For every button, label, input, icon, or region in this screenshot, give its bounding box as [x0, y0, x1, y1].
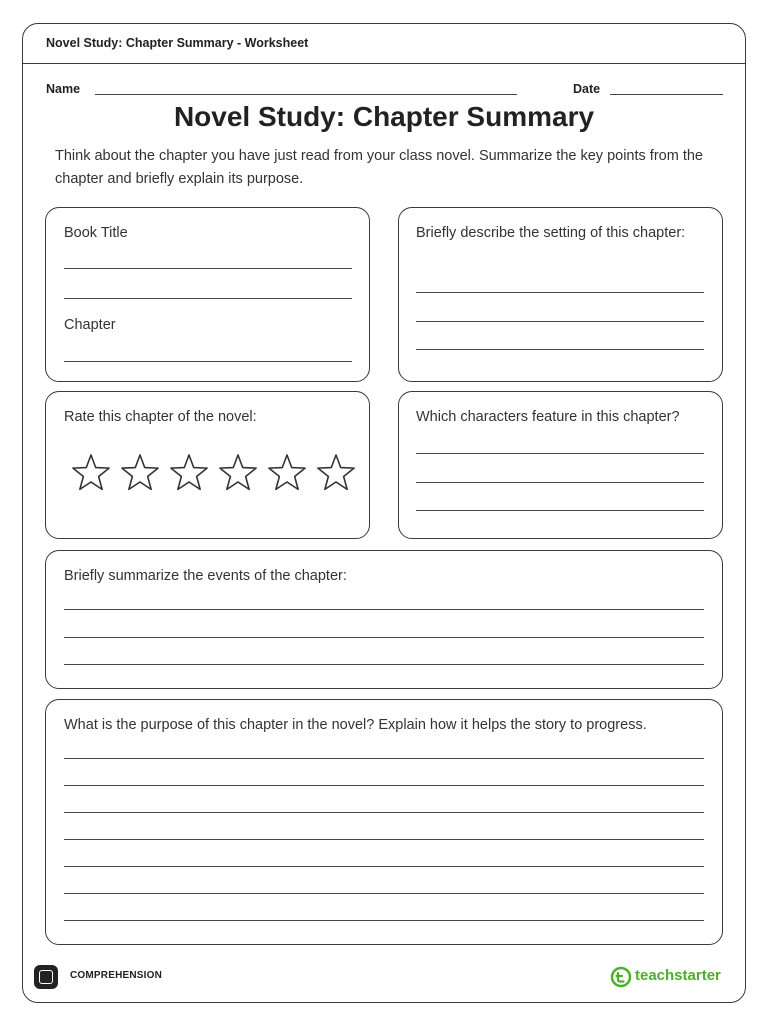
- characters-line-3[interactable]: [416, 510, 704, 511]
- name-label: Name: [46, 82, 81, 96]
- book-icon: [34, 965, 58, 989]
- date-field[interactable]: [610, 94, 723, 95]
- star-6-icon[interactable]: [315, 452, 357, 494]
- summary-line-1[interactable]: [64, 609, 704, 610]
- summary-line-2[interactable]: [64, 637, 704, 638]
- star-3-icon[interactable]: [168, 452, 210, 494]
- book-title-label: Book Title: [64, 225, 128, 241]
- star-4-icon[interactable]: [217, 452, 259, 494]
- rating-label: Rate this chapter of the novel:: [64, 409, 257, 425]
- characters-label: Which characters feature in this chapter?: [416, 409, 680, 425]
- footer-category: COMPREHENSION: [70, 970, 163, 981]
- book-title-line-1[interactable]: [64, 268, 352, 269]
- setting-line-3[interactable]: [416, 349, 704, 350]
- purpose-line-4[interactable]: [64, 839, 704, 840]
- teachstarter-logo-icon: [610, 966, 632, 988]
- purpose-line-1[interactable]: [64, 758, 704, 759]
- book-title-line-2[interactable]: [64, 298, 352, 299]
- date-label: Date: [573, 82, 601, 96]
- purpose-line-6[interactable]: [64, 893, 704, 894]
- purpose-line-3[interactable]: [64, 812, 704, 813]
- purpose-label: What is the purpose of this chapter in the novel? Explain how it helps the story to progress.: [64, 717, 647, 733]
- star-2-icon[interactable]: [119, 452, 161, 494]
- star-5-icon[interactable]: [266, 452, 308, 494]
- purpose-line-2[interactable]: [64, 785, 704, 786]
- setting-line-2[interactable]: [416, 321, 704, 322]
- summary-label: Briefly summarize the events of the chapter:: [64, 568, 347, 584]
- summary-line-3[interactable]: [64, 664, 704, 665]
- star-rating: [70, 452, 360, 496]
- intro-text: Think about the chapter you have just read from your class novel. Summarize the key points from the chapter and briefly explain its purpose.: [55, 148, 703, 187]
- name-field[interactable]: [95, 94, 517, 95]
- worksheet-header: [23, 24, 745, 64]
- worksheet-header-title: Novel Study: Chapter Summary - Worksheet: [46, 36, 309, 50]
- brand-name: teachstarter: [635, 967, 721, 984]
- characters-line-2[interactable]: [416, 482, 704, 483]
- star-1-icon[interactable]: [70, 452, 112, 494]
- setting-label: Briefly describe the setting of this chapter:: [416, 225, 686, 241]
- purpose-line-7[interactable]: [64, 920, 704, 921]
- purpose-line-5[interactable]: [64, 866, 704, 867]
- chapter-line[interactable]: [64, 361, 352, 362]
- page-title: Novel Study: Chapter Summary: [173, 101, 595, 132]
- characters-line-1[interactable]: [416, 453, 704, 454]
- chapter-label: Chapter: [64, 317, 116, 333]
- setting-line-1[interactable]: [416, 292, 704, 293]
